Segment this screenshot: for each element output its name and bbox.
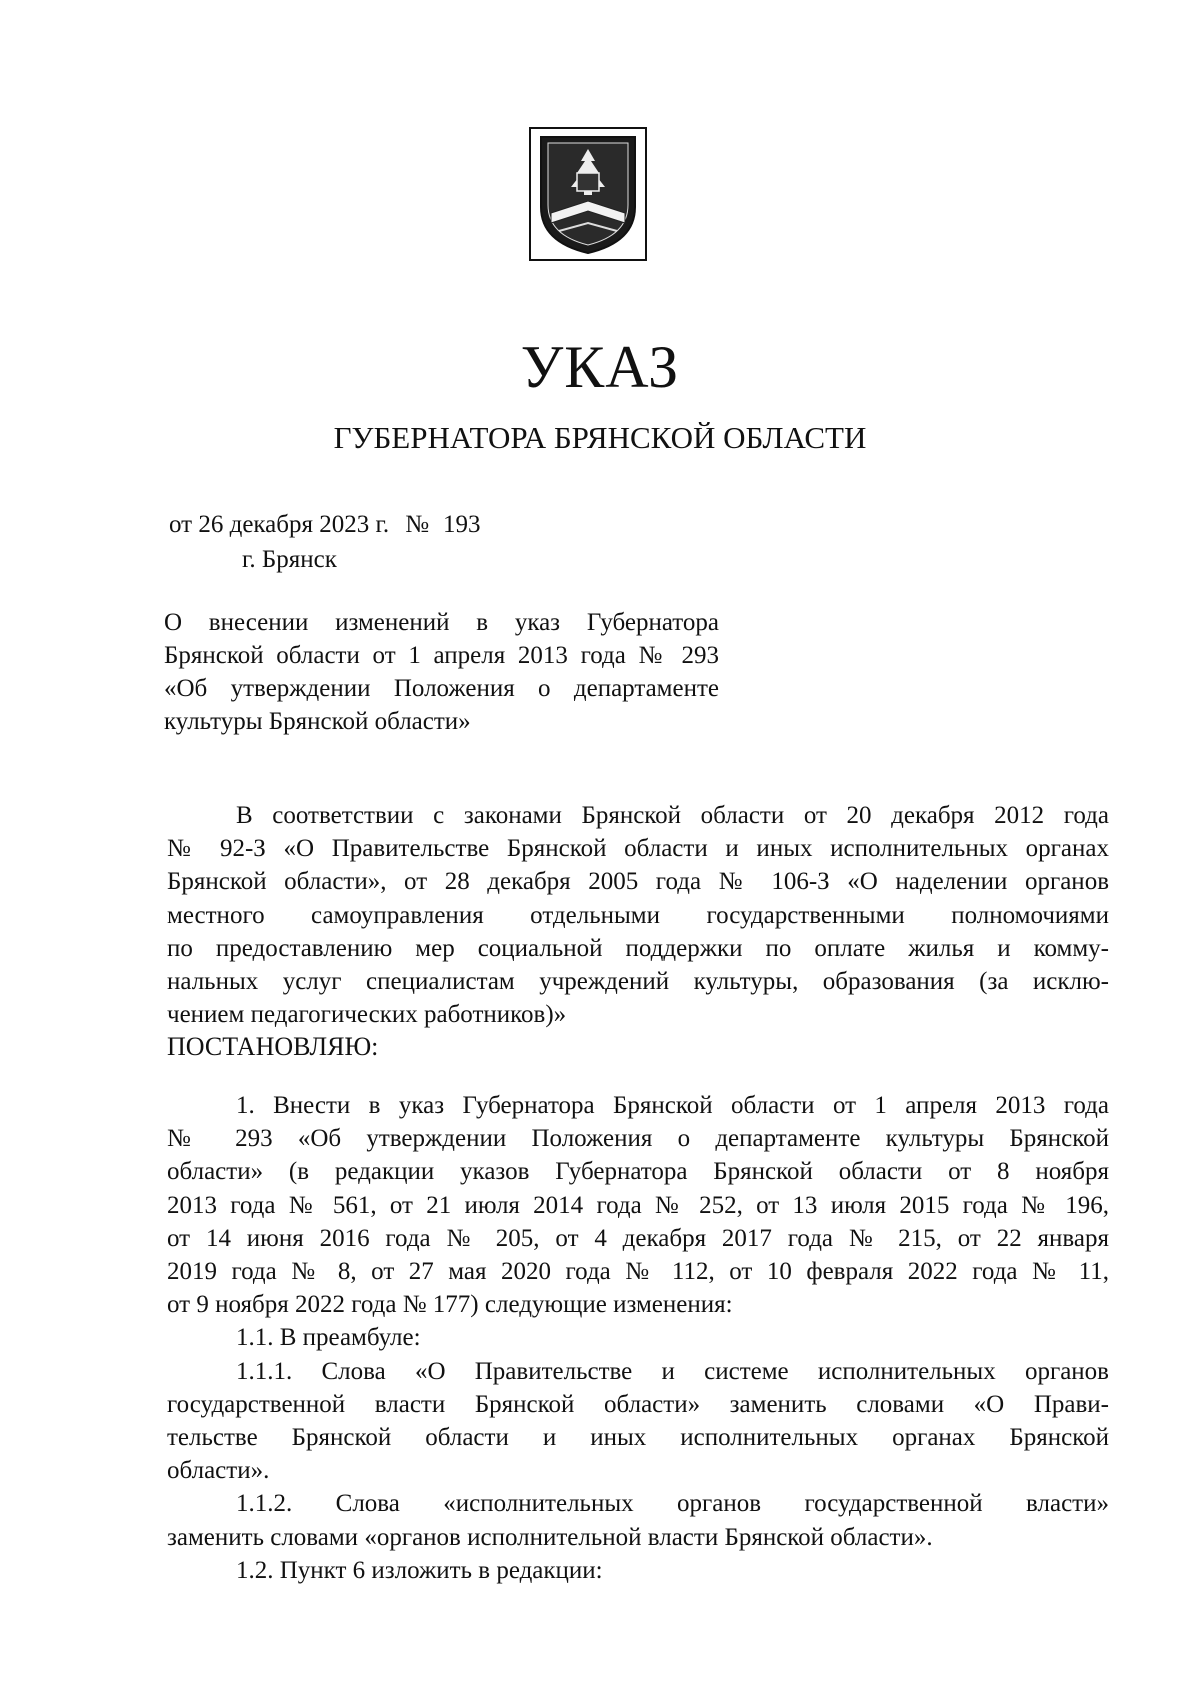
preamble-line: местного самоуправления отдельными государственными полномочиями	[167, 901, 1109, 929]
document-title: УКАЗ	[520, 334, 680, 400]
body-line: 1.2. Пункт 6 изложить в редакции:	[236, 1556, 603, 1584]
body-line: 1.1. В преамбуле:	[236, 1324, 421, 1352]
decree-date: от 26 декабря 2023 г.	[169, 511, 390, 538]
body-line: 2013 года № 561, от 21 июля 2014 года № 252, от 13 июля 2015 года № 196,	[167, 1191, 1109, 1219]
body-line: области».	[167, 1457, 270, 1485]
preamble-line: Брянской области», от 28 декабря 2005 года № 106-З «О наделении органов	[167, 868, 1109, 896]
preamble-line: чением педагогических работников)»	[167, 1001, 567, 1029]
subject-line: культуры Брянской области»	[164, 708, 471, 735]
subject-line: «Об утверждении Положения о департаменте	[164, 675, 719, 702]
body-line: 1.1.1. Слова «О Правительстве и системе исполнительных органов	[236, 1357, 1109, 1385]
body-line: от 14 июня 2016 года № 205, от 4 декабря 2017 года № 215, от 22 января	[167, 1224, 1109, 1252]
preamble-line: № 92-З «О Правительстве Брянской области и иных исполнительных органах	[167, 835, 1109, 863]
number-sign: №	[405, 511, 430, 538]
preamble-line: В соответствии с законами Брянской области от 20 декабря 2012 года	[236, 802, 1109, 829]
body-line: 1. Внести в указ Губернатора Брянской области от 1 апреля 2013 года	[236, 1092, 1109, 1119]
decree-subject	[164, 606, 719, 738]
body-line: заменить словами «органов исполнительной власти Брянской области».	[167, 1523, 933, 1551]
subject-line: О внесении изменений в указ Губернатора	[164, 609, 719, 636]
subject-line: Брянской области от 1 апреля 2013 года № 293	[164, 642, 719, 669]
decree-date-number	[169, 510, 481, 540]
preamble-line: нальных услуг специалистам учреждений культуры, образования (за исклю-	[167, 968, 1109, 996]
decree-body	[167, 1089, 1109, 1587]
decree-city: г. Брянск	[242, 546, 337, 573]
preamble-line: по предоставлению мер социальной поддержки по оплате жилья и комму-	[167, 934, 1109, 962]
body-line: № 293 «Об утверждении Положения о департаменте культуры Брянской	[167, 1125, 1109, 1153]
body-line: 2019 года № 8, от 27 мая 2020 года № 112, от 10 февраля 2022 года № 11,	[167, 1258, 1109, 1286]
document-subtitle: ГУБЕРНАТОРА БРЯНСКОЙ ОБЛАСТИ	[333, 420, 867, 455]
body-line: области» (в редакции указов Губернатора Брянской области от 8 ноября	[167, 1158, 1109, 1186]
body-line: тельстве Брянской области и иных исполнительных органах Брянской	[167, 1424, 1109, 1452]
body-line: государственной власти Брянской области» заменить словами «О Прави-	[167, 1390, 1109, 1418]
decree-number: 193	[443, 511, 481, 538]
preamble-paragraph	[167, 799, 1109, 1064]
bryansk-coat-of-arms-icon	[529, 127, 647, 261]
decree-word: ПОСТАНОВЛЯЮ:	[167, 1032, 379, 1062]
body-line: от 9 ноября 2022 года № 177) следующие изменения:	[167, 1291, 733, 1319]
body-line: 1.1.2. Слова «исполнительных органов государственной власти»	[236, 1490, 1109, 1518]
